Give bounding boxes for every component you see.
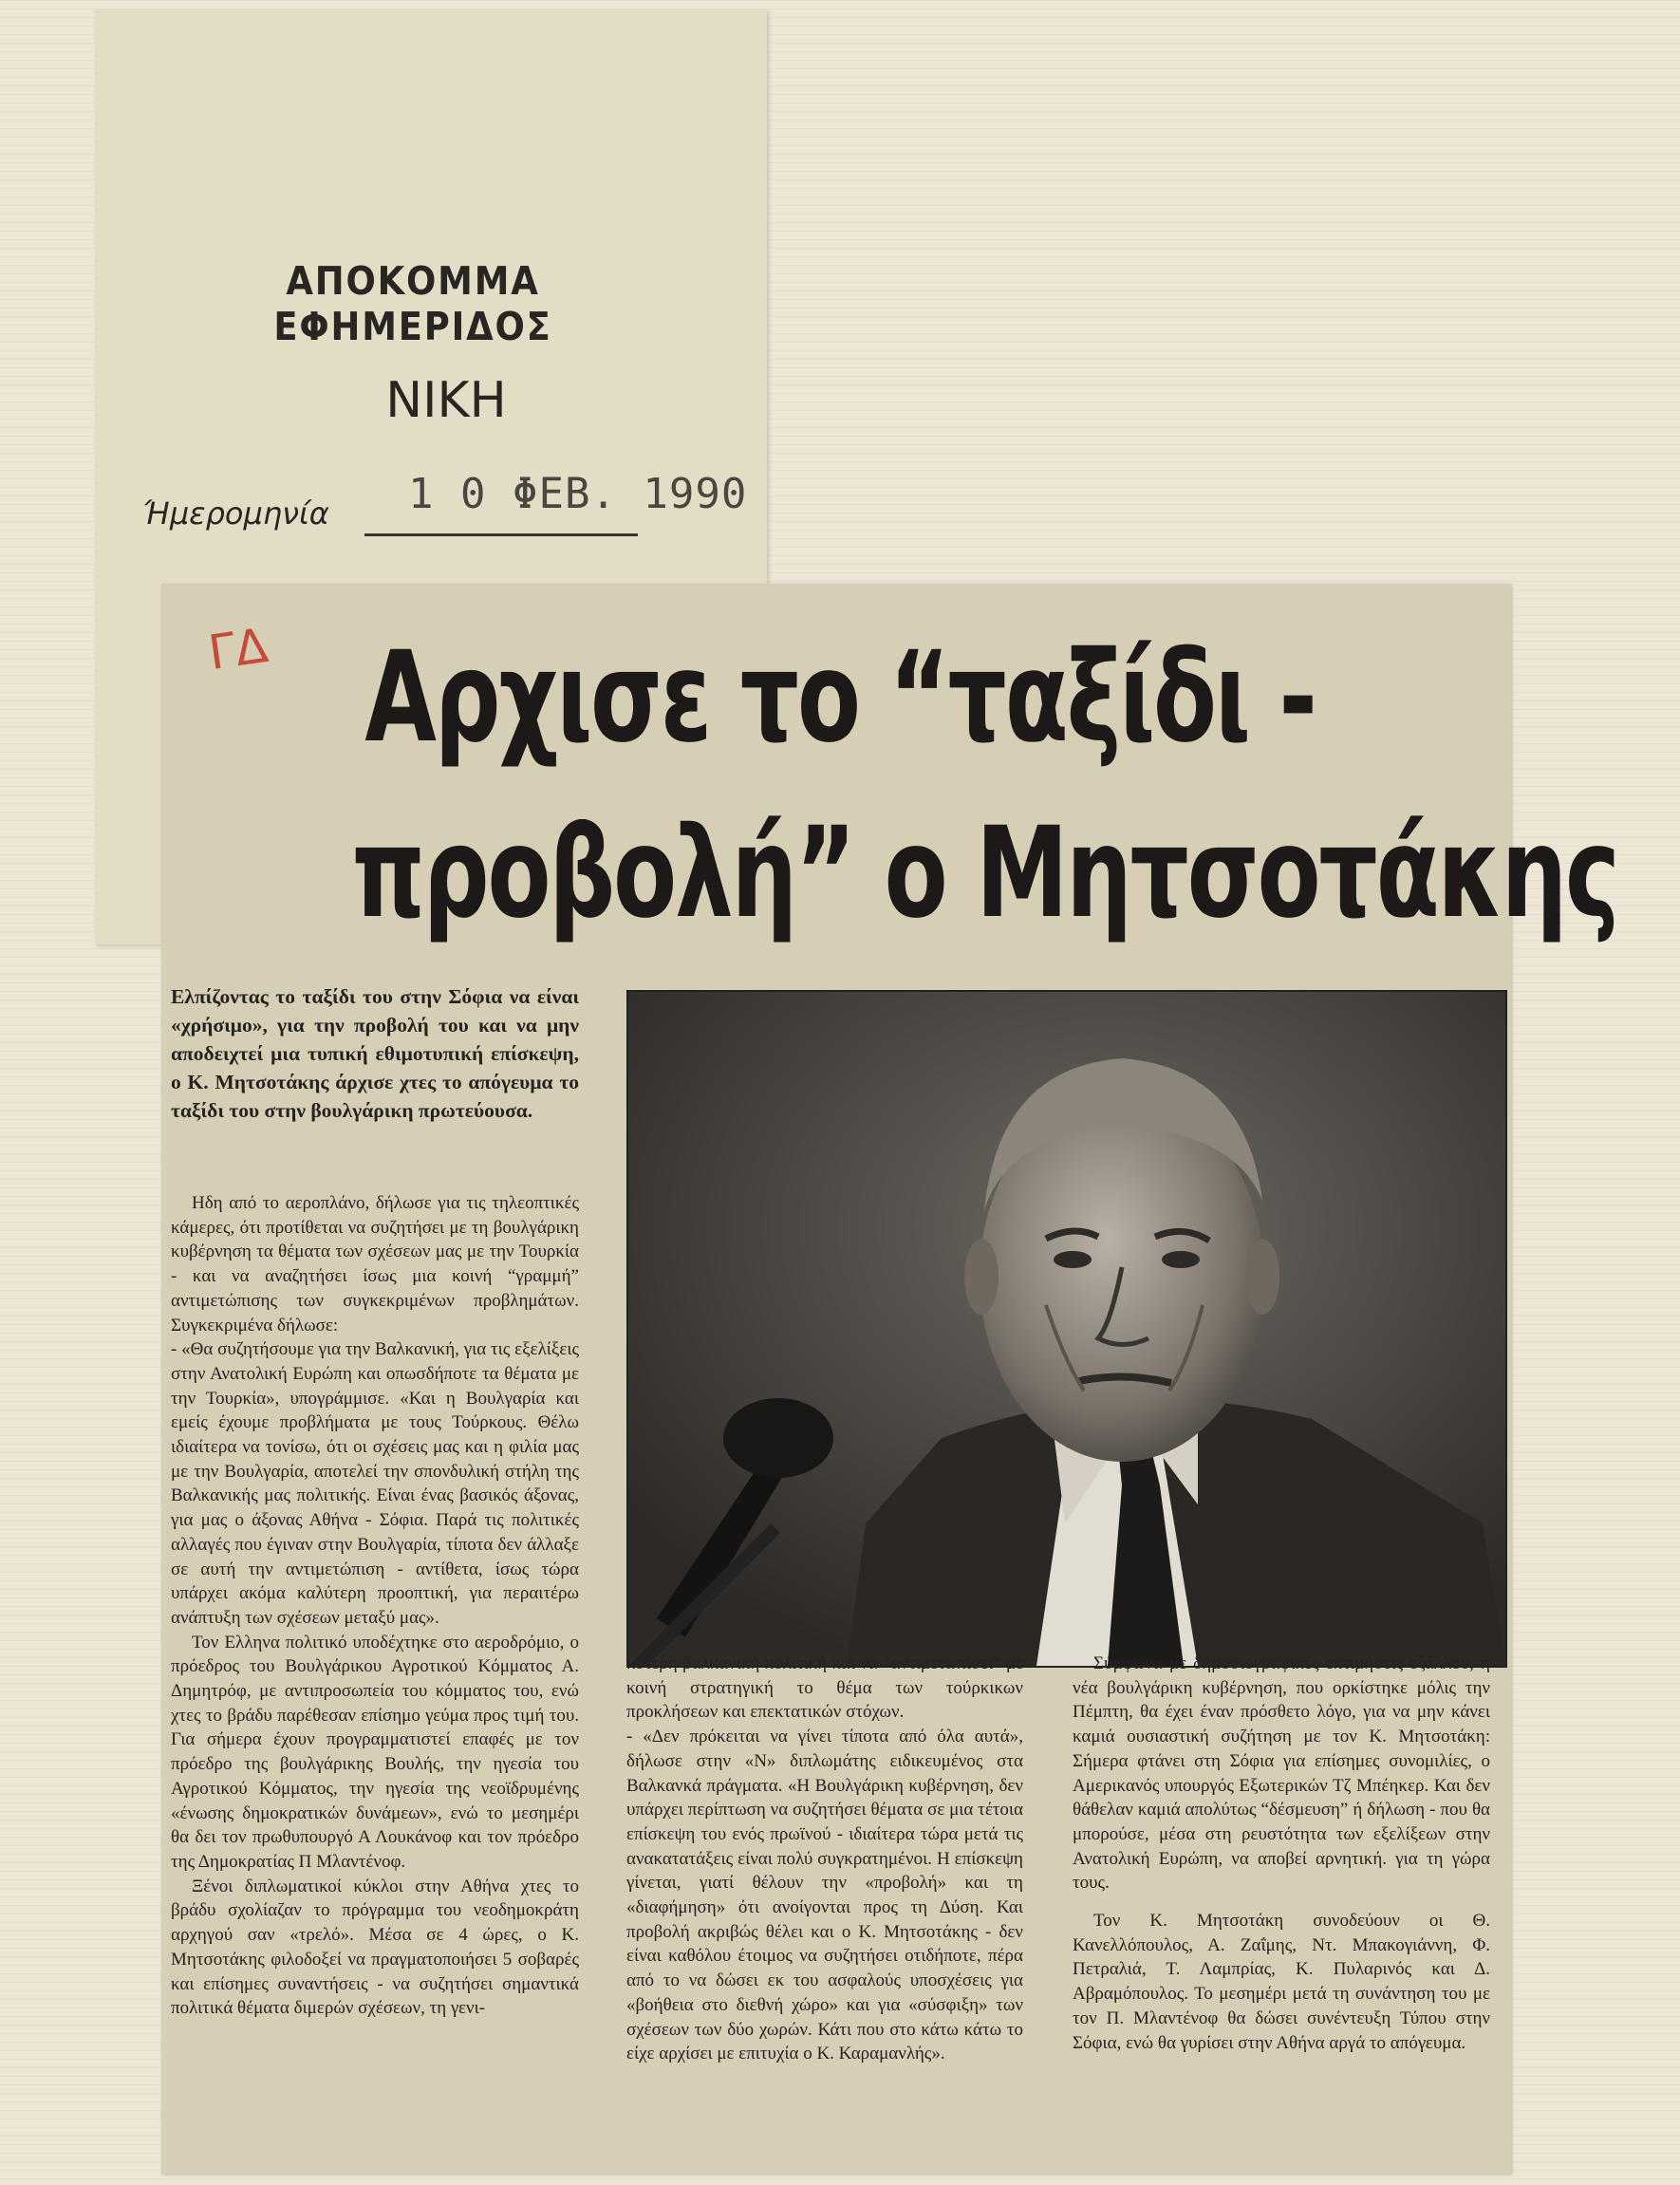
column1-paragraph-1: Ηδη από το αεροπλάνο, δήλωσε για τις τηλεοπτικές κάμερες, ότι προτίθεται να συζητήσει με τη βουλγάρικη κυβέρνηση τα θέματα των σχέσεων μας με την Τουρκία - και να αναζητήσει ίσως μια κοινή “γραμμή” αντιμετώπισης των συγκεκριμένων προβλημάτων. Συγκεκριμένα δήλωσε: (171, 1193, 579, 1335)
date-stamp: 1 0 ΦΕΒ. 1990 (408, 470, 748, 518)
column1-paragraph-4: Ξένοι διπλωματικοί κύκλοι στην Αθήνα χτες το βράδυ σχολίαζαν το πρόγραμμα του νεοδημοκράτη αρχηγού σαν «τρελό». Μέσα σε 4 ώρες, ο Κ. Μητσοτάκης φιλοδοξεί να πραγματοποιήσει 5 σοβαρές και επίσημες συναντήσεις - να συζητήσει σημαντικά πολιτικά θέματα διμερών σχέσεων, τη γενι- (171, 1876, 579, 2019)
article-column-3 (1073, 1652, 1490, 2055)
column2-paragraph-1: κότερη βαλκανική πολιτική και να “αντιμετωπίσει” με κοινή στρατηγική το θέμα των τούρκικων προκλήσεων και επεκτατικών στόχων. (626, 1653, 1023, 1723)
lead-paragraph: Ελπίζοντας το ταξίδι του στην Σόφια να είναι «χρήσιμο», για την προβολή του και να μην αποδειχτεί μια τυπική εθιμοτυπική επίσκεψη, ο Κ. Μητσοτάκης άρχισε χτες το απόγευμα το ταξίδι του στην βουλγάρικη πρωτεύουσα. (171, 985, 579, 1122)
portrait-illustration (628, 992, 1505, 1666)
column3-paragraph-1: Σύμφωνα με δημοσιογραφικές εκτιμήσεις εξάλλου, η νέα βουλγάρικη κυβέρνηση, που ορκίστηκε μόλις την Πέμπτη, θα έχει έναν πρόσθετο λόγο, για να μην κάνει καμιά ουσιαστική συζήτηση με τον Κ. Μητσοτάκη: Σήμερα φτάνει στη Σόφια για επίσημες συνομιλίες, ο Αμερικανός υπουργός Εξωτερικών Τζ Μπέηκερ. Και δεν θάθελαν καμιά απολύτως “δέσμευση” ή δήλωση - που θα μπορούσε, μέσα στη ρευστότητα των εξελίξεων στην Ανατολική Ευρώπη, να αποβεί αρνητική. για τη γώρα τους. (1073, 1653, 1490, 1894)
newspaper-name: ΝΙΚΗ (385, 372, 507, 429)
article-column-1 (171, 1191, 579, 2021)
column1-paragraph-3: Τον Ελληνα πολιτικό υποδέχτηκε στο αεροδρόμιο, ο πρόεδρος του Βουλγάρικου Αγροτικού Κόμματος Α. Δημητρόφ, με αντιπροσωπεία του κόμματος του, ενώ χτες το βράδυ παρέθεσαν επίσημο γεύμα προς τιμή του. Για σήμερα έχουν προγραμματιστεί επαφές με τον πρόεδρο της βουλγάρικης Βουλής, την ηγεσία του Αγροτικού Κόμματος, την ηγεσία της νεοϊδρυμένης «ένωσης δημοκρατικών δυνάμεων», ενώ το μεσημέρι θα δει τον πρωθυπουργό Α Λουκάνοφ και τον πρόεδρο της Δημοκρατίας Π Μλαντένοφ. (171, 1632, 579, 1872)
headline-line-1: Αρχισε το “ταξίδι - (364, 625, 1316, 771)
article-column-2 (626, 1652, 1023, 2066)
headline (180, 610, 1618, 962)
stamp-title: ΑΠΟΚΟΜΜΑ ΕΦΗΜΕΡΙΔΟΣ (273, 258, 552, 349)
date-line (364, 533, 638, 536)
handwritten-note: ΓΔ (205, 617, 271, 682)
column2-paragraph-2: - «Δεν πρόκειται να γίνει τίποτα από όλα αυτά», δήλωσε στην «Ν» διπλωμάτης ειδικευμένος στα Βαλκανκά πράγματα. «Η Βουλγάρικη κυβέρνηση, δεν υπάρχει περίπτωση να συζητήσει θέματα σε μια τέτοια επίσκεψη του ενός πρωϊνού - ιδιαίτερα τώρα μετά τις ανακατατάξεις είναι πολύ συγκρατημένοι. Η επίσκεψη γίνεται, γιατί θέλουν την «προβολή» και τη «διαφήμηση» ότι ανοίγονται προς τη Δύση. Και προβολή ακριβώς θέλει και ο Κ. Μητσοτάκης - δεν είναι καθόλου έτοιμος να συζητήσει οτιδήποτε, πέρα από το να δώσει εκ του ασφαλούς υποσχέσεις για «βοήθεια στο διεθνή χώρο» και για «σύσφιξη» των σχέσεων των δύο χωρών. Κάτι που στο κάτω κάτω το είχε αρχίσει με επιτυχία ο Κ. Καραμανλής». (626, 1727, 1023, 2064)
column1-paragraph-2: - «Θα συζητήσουμε για την Βαλκανική, για τις εξελίξεις στην Ανατολική Ευρώπη και οπωσδήποτε τα θέματα με την Τουρκία», υπογράμμισε. «Και η Βουλγαρία και εμείς έχουμε προβλήματα με τους Τούρκους. Θέλω ιδιαίτερα να τονίσω, ότι οι σχέσεις μας και η φιλία μας με την Βουλγαρία, αποτελεί την σπονδυλική στήλη της Βαλκανικής μας πολιτικής. Είναι ένας βασικός άξονας, για μας ο άξονας Αθήνα - Σόφια. Παρά τις πολιτικές αλλαγές που έγιναν στην Βουλγαρία, τίποτα δεν άλλαξε σε αυτή την αντιμετώπιση - αντίθετα, ίσως τώρα υπάρχει ακόμα καλύτερη προοπτική, για περαιτέρω ανάπτυξη των σχέσεων μεταξύ μας». (171, 1339, 579, 1628)
headline-line-2: προβολή” ο Μητσοτάκης (351, 800, 1618, 946)
newspaper-clipping (161, 584, 1618, 2174)
column3-paragraph-2: Τον Κ. Μητσοτάκη συνοδεύουν οι Θ. Κανελλόπουλος, Α. Ζαΐμης, Ντ. Μπακογιάννη, Φ. Πετραλιά, Τ. Λαμπρίας, Κ. Πυλαρινός και Δ. Αβραμόπουλος. Το μεσημέρι μετά τη συνάντηση του με τον Π. Μλαντένοφ θα δώσει συνέντευξη Τύπου στην Σόφια, ενώ θα γυρίσει στην Αθήνα αργά το απόγευμα. (1073, 1911, 1490, 2053)
portrait-photo (626, 990, 1507, 1668)
date-label: Ήμερομηνία (142, 495, 329, 532)
